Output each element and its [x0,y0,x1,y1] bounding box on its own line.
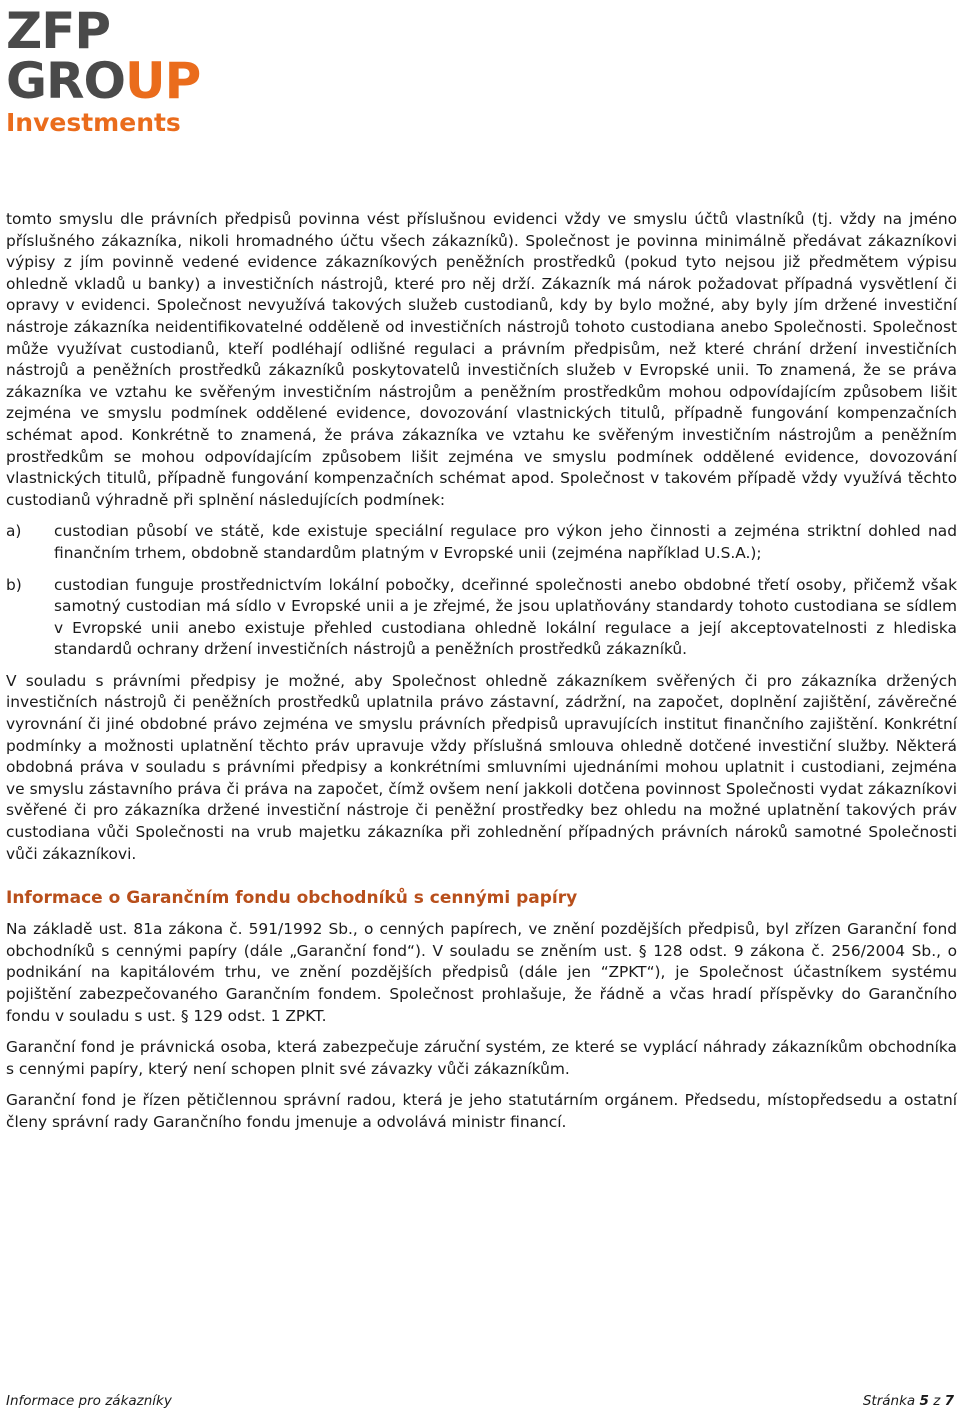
list-item-b [6,575,957,661]
paragraph-fund-board: Garanční fond je řízen pětičlennou správní radou, která je jeho statutárním orgánem. Předsedu, místopředsedu a ostatní členy správní rady Garančního fondu jmenuje a odvolává ministr financí. [6,1091,957,1131]
logo-investments: Investments [6,108,181,137]
company-logo [6,2,201,138]
logo-gro: GRO [6,52,126,110]
list-marker: a) [6,522,22,541]
list-marker: b) [6,575,22,594]
document-body [6,209,957,1134]
list-item-a [6,521,957,564]
logo-group [6,52,201,110]
list-text: custodian funguje prostřednictvím lokální pobočky, dceřinné společnosti anebo obdobné třetí osoby, přičemž však samotný custodian má sídlo v Evropské unii a je zřejmé, že jsou uplatňovány standardy tohoto custodiana se sídlem v Evropské unii anebo existuje přehled custodiana ohledně lokální regulace a její akceptovatelnosti z hlediska standardů ochrany držení investičních nástrojů a peněžních prostředků zákazníků. [54,575,957,659]
page-footer [6,1393,954,1409]
paragraph-custody: tomto smyslu dle právních předpisů povinna vést příslušnou evidenci vždy ve smyslu účtů vlastníků (tj. vždy na jméno příslušného zákazníka, nikoli hromadného účtu všech zákazníků). Společnost je povinna minimálně předávat zákazníkovi výpisy z jím povinně vedené evidence zákazníkových peněžních prostředků (pokud tyto nejsou již předmětem výpisu ohledně vkladů u banky) a investičních nástrojů, které pro něj drží. Zákazník má nárok požadovat případná vysvětlení či opravy v evidenci. Společnost nevyužívá takových služeb custodianů, kdy by bylo možné, aby byly jím držené investiční nástroje zákazníka neidentifikovatelné odděleně od investičních nástrojů tohoto custodiana anebo Společnosti. Společnost může využívat custodianů, kteří podléhají odlišné regulaci a právním předpisům, než které chrání držení investičních nástrojů a peněžních prostředků zákazníků poskytovatelů investičních služeb v Evropské unii. To znamená, že se práva zákazníka ve vztahu ke svěřeným investičním nástrojům a peněžním prostředkům mohou odpovídajícím způsobem lišit zejména ve smyslu podmínek oddělené evidence, dovozování vlastnických titulů, případně fungování kompenzačních schémat apod. Konkrétně to znamená, že práva zákazníka ve vztahu ke svěřeným investičním nástrojům a peněžním prostředkům se mohou odpovídajícím způsobem lišit zejména ve smyslu podmínek oddělené evidence, dovozování vlastnických titulů, případně fungování kompenzačních schémat apod. Společnost v takovém případě vždy využívá těchto custodianů výhradně při splnění následujících podmínek: [6,210,957,509]
footer-title: Informace pro zákazníky [6,1393,172,1409]
paragraph-rights: V souladu s právními předpisy je možné, aby Společnost ohledně zákazníkem svěřených či pro zákazníka držených investičních nástrojů či peněžních prostředků uplatnila právo zástavní, zádržní, na započet, doplnění zajištění, závěrečné vyrovnání či jiné obdobné právo zejména ve smyslu právních předpisů upravujících institut finančního zajištění. Konkrétní podmínky a možnosti uplatnění těchto práv upravuje vždy příslušná smlouva ohledně dotčené investiční služby. Některá obdobná práva v souladu s právními předpisy a konkrétními smluvními ujednáními mohou uplatnit i custodiani, zejména ve smyslu zástavního práva či práva na započet, čímž ovšem není jakkoli dotčena povinnost Společnosti vydat zákazníkovi svěřené či pro zákazníka držené investiční nástroje či peněžní prostředky bez ohledu na možné uplatnění takových práv custodiana vůči Společnosti na vrub majetku zákazníka při zohlednění případných právních nároků samotné Společnosti vůči zákazníkovi. [6,671,957,863]
logo-zfp: ZFP [6,2,111,60]
paragraph-fund-definition: Garanční fond je právnická osoba, která zabezpečuje záruční systém, ze které se vyplácí náhrady zákazníkům obchodníka s cennými papíry, který není schopen plnit své závazky vůči zákazníkům. [6,1038,957,1078]
page-number: Stránka 5 z 7 [862,1393,954,1409]
list-text: custodian působí ve státě, kde existuje speciální regulace pro výkon jeho činnosti a zejména striktní dohled nad finančním trhem, obdobně standardům platným v Evropské unii (zejména například U.S.A.); [54,522,957,562]
paragraph-guarantee-fund: Na základě ust. 81a zákona č. 591/1992 Sb., o cenných papírech, ve znění pozdějších předpisů, byl zřízen Garanční fond obchodníků s cennými papíry (dále „Garanční fond“). V souladu se zněním ust. § 128 odst. 9 zákona č. 256/2004 Sb., o podnikání na kapitálovém trhu, ve znění pozdějších předpisů (dále jen “ZPKT“), je Společnost účastníkem systému pojištění zabezpečovaného Garančním fondem. Společnost prohlašuje, že řádně a včas hradí příspěvky do Garančního fondu v souladu s ust. § 129 odst. 1 ZPKT. [6,920,957,1025]
logo-up: UP [125,52,201,110]
section-heading: Informace o Garančním fondu obchodníků s cennými papíry [6,888,578,909]
